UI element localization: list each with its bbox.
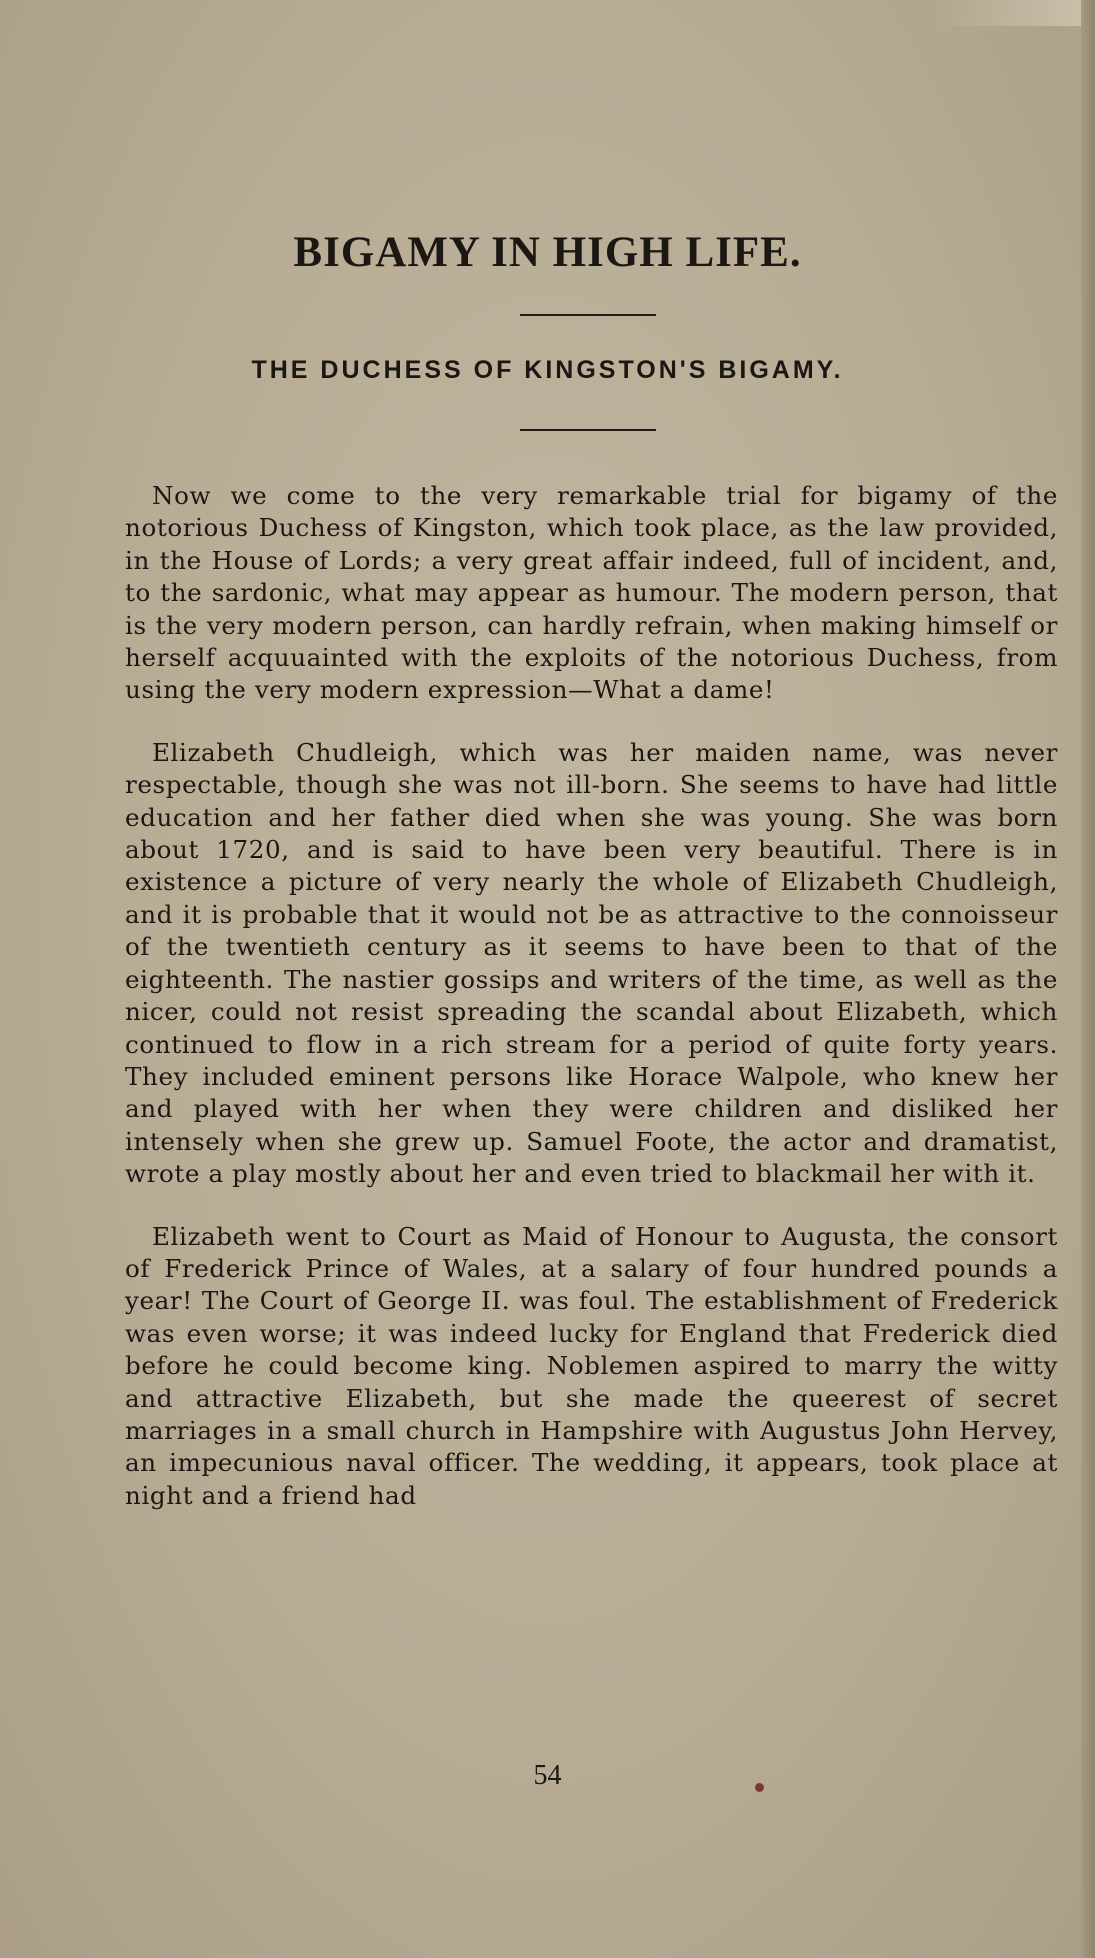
paragraph-2: Elizabeth Chudleigh, which was her maiden name, was never respectable, though she was not ill-born. She seems to have had little education and her father died when she was young. She was born about 1720, and is said to have been very beautiful. There is in existence a picture of very nearly the whole of Elizabeth Chudleigh, and it is probable that it would not be as attractive to the connoisseur of the twentieth century as it seems to have been to that of the eighteenth. The nastier gossips and writers of the time, as well as the nicer, could not resist spreading the scandal about Elizabeth, which continued to flow in a rich stream for a period of quite forty years. They included eminent persons like Horace Walpole, who knew her and played with her when they were children and disliked her intensely when she grew up. Samuel Foote, the actor and dramatist, wrote a play mostly about her and even tried to blackmail her with it.: [125, 737, 1058, 1189]
ink-spot: [755, 1783, 764, 1792]
page-corner-wear: [931, 0, 1081, 26]
section-subtitle: THE DUCHESS OF KINGSTON'S BIGAMY.: [251, 356, 844, 384]
title-divider: [520, 314, 656, 316]
subtitle-divider: [520, 429, 656, 431]
page-edge: [1081, 0, 1095, 1958]
paragraph-1: Now we come to the very remarkable trial for bigamy of the notorious Duchess of Kingston, which took place, as the law provided, in the House of Lords; a very great affair indeed, full of incident, and, to the sardonic, what may appear as humour. The modern person, that is the very modern person, can hardly refrain, when making himself or herself acquuainted with the exploits of the notorious Duchess, from using the very modern expression—What a dame!: [125, 481, 1058, 705]
paragraph-3: Elizabeth went to Court as Maid of Honour to Augusta, the consort of Frederick Prince of Wales, at a salary of four hundred pounds a year! The Court of George II. was foul. The establishment of Frederick was even worse; it was indeed lucky for England that Frederick died before he could become king. Noblemen aspired to marry the witty and attractive Elizabeth, but she made the queerest of secret marriages in a small church in Hampshire with Augustus John Hervey, an impecunious naval officer. The wedding, it appears, took place at night and a friend had: [125, 1221, 1058, 1510]
body-text: [125, 480, 1058, 1542]
page-number: 54: [533, 1760, 562, 1791]
chapter-title: BIGAMY IN HIGH LIFE.: [293, 229, 802, 276]
